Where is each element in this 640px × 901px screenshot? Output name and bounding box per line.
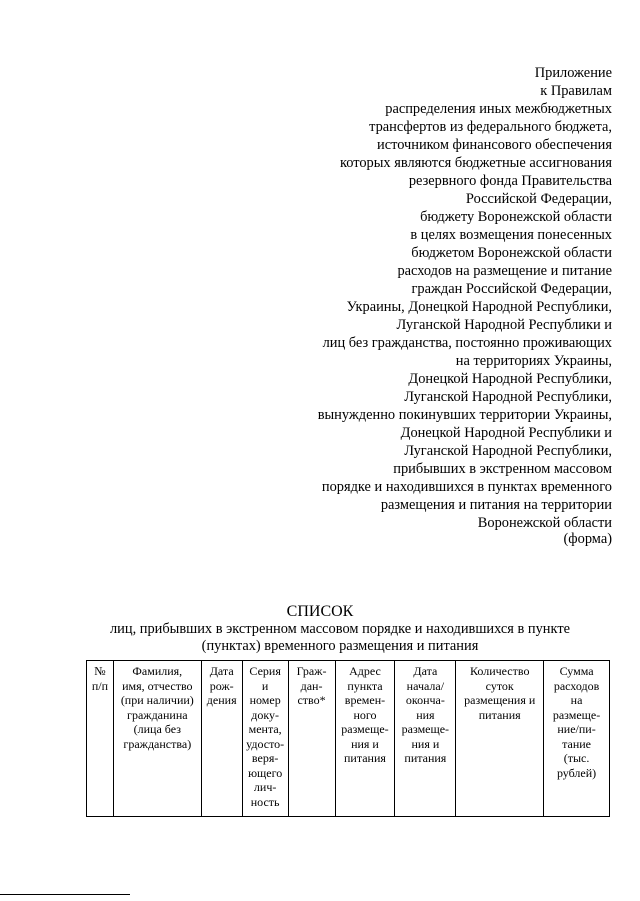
appendix-line: вынужденно покинувших территории Украины, bbox=[317, 407, 612, 423]
appendix-line: источником финансового обеспечения bbox=[377, 137, 612, 153]
header-facility-address: Адрес пункта времен- ного размеще- ния и питания bbox=[335, 661, 395, 817]
appendix-line: трансфертов из федерального бюджета, bbox=[369, 119, 612, 135]
document-title: СПИСОК bbox=[286, 603, 354, 620]
appendix-line: резервного фонда Правительства bbox=[408, 173, 612, 189]
appendix-line: бюджетом Воронежской области bbox=[411, 245, 612, 261]
appendix-line: которых являются бюджетные ассигнования bbox=[340, 155, 612, 171]
header-full-name: Фамилия, имя, отчество (при наличии) гражданина (лица без гражданства) bbox=[113, 661, 201, 817]
header-expense-sum: Сумма расходов на размеще- ние/пи- тание (тыс. рублей) bbox=[544, 661, 610, 817]
document-subtitle bbox=[60, 621, 620, 655]
list-table bbox=[86, 660, 610, 817]
appendix-line: бюджету Воронежской области bbox=[420, 209, 612, 225]
appendix-line: на территориях Украины, bbox=[455, 353, 612, 369]
appendix-line: прибывших в экстренном массовом bbox=[393, 461, 612, 477]
appendix-line: Луганской Народной Республики, bbox=[404, 443, 612, 459]
header-birth-date: Дата рож- дения bbox=[201, 661, 242, 817]
appendix-line: Луганской Народной Республики, bbox=[404, 389, 612, 405]
appendix-line: Воронежской области bbox=[477, 515, 612, 531]
appendix-line: в целях возмещения понесенных bbox=[410, 227, 612, 243]
appendix-line: к Правилам bbox=[540, 83, 612, 99]
appendix-line: граждан Российской Федерации, bbox=[411, 281, 612, 297]
header-days-count: Количество суток размещения и питания bbox=[456, 661, 544, 817]
appendix-line: порядке и находившихся в пунктах временного bbox=[321, 479, 612, 495]
appendix-line: Приложение bbox=[534, 65, 612, 81]
appendix-heading bbox=[318, 64, 612, 532]
subtitle-line: (пунктах) временного размещения и питания bbox=[201, 638, 479, 654]
subtitle-line: лиц, прибывших в экстренном массовом порядке и находившихся в пункте bbox=[109, 621, 570, 637]
appendix-line: Украины, Донецкой Народной Республики, bbox=[346, 299, 612, 315]
table-header-row bbox=[87, 661, 610, 817]
form-label: (форма) bbox=[563, 531, 612, 547]
appendix-line: распределения иных межбюджетных bbox=[385, 101, 612, 117]
appendix-line: Луганской Народной Республики и bbox=[396, 317, 612, 333]
appendix-line: Донецкой Народной Республики, bbox=[408, 371, 612, 387]
appendix-line: Донецкой Народной Республики и bbox=[400, 425, 612, 441]
appendix-line: лиц без гражданства, постоянно проживающих bbox=[322, 335, 612, 351]
header-identity-document: Серия и номер доку- мента, удосто- веря- ющего лич- ность bbox=[242, 661, 288, 817]
header-number: № п/п bbox=[87, 661, 114, 817]
appendix-line: расходов на размещение и питание bbox=[397, 263, 612, 279]
footnote-divider bbox=[0, 894, 130, 895]
header-stay-dates: Дата начала/ оконча- ния размеще- ния и питания bbox=[395, 661, 456, 817]
header-citizenship: Граж- дан- ство* bbox=[288, 661, 335, 817]
appendix-line: размещения и питания на территории bbox=[380, 497, 612, 513]
appendix-line: Российской Федерации, bbox=[465, 191, 612, 207]
